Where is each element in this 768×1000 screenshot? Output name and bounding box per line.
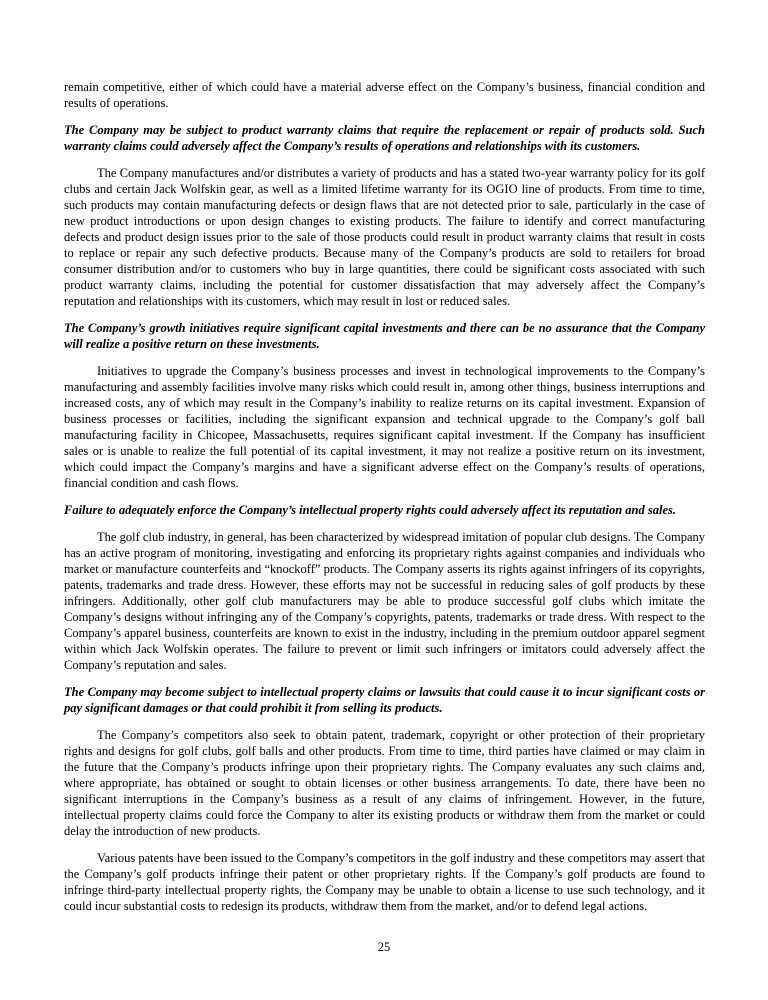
paragraph-growth-initiatives: Initiatives to upgrade the Company’s business processes and invest in technological improvements to the Company’s manufacturing and assembly facilities involve many risks which could result in, among other things, business interruptions and increased costs, any of which may result in the Company’s inability to realize returns on its capital investment. Expansion of business processes or facilities, including the significant expansion and technical upgrade to the Company’s golf ball manufacturing facility in Chicopee, Massachusetts, requires significant capital investment. If the Company has insufficient sales or is unable to realize the full potential of its capital investment, it may not realize a positive return on its investment, which could impact the Company’s margins and have a significant adverse effect on the Company’s results of operations, financial condition and cash flows. bbox=[64, 364, 705, 490]
risk-heading-growth-initiatives: The Company’s growth initiatives require significant capital investments and there can be no assurance that the Company will realize a positive return on these investments. bbox=[64, 321, 705, 351]
document-body bbox=[64, 79, 705, 925]
risk-heading-product-warranty: The Company may be subject to product warranty claims that require the replacement or repair of products sold. Such warranty claims could adversely affect the Company’s results of operations and relationships with its customers. bbox=[64, 123, 705, 153]
paragraph-product-warranty: The Company manufactures and/or distributes a variety of products and has a stated two-year warranty policy for its golf clubs and certain Jack Wolfskin gear, as well as a limited lifetime warranty for its OGIO line of products. From time to time, such products may contain manufacturing defects or design flaws that are not detected prior to sale, particularly in the case of new product introductions or upon design changes to existing products. The failure to identify and correct manufacturing defects and product design issues prior to the sale of those products could result in product warranty claims that result in costs to replace or repair any such defective products. Because many of the Company’s products are sold to retailers for broad consumer distribution and/or to customers who buy in large quantities, there could be significant costs associated with such product warranty claims, including the potential for customer dissatisfaction that may adversely affect the Company’s reputation and relationships with its customers, which may result in lost or reduced sales. bbox=[64, 166, 705, 308]
paragraph-continuation: remain competitive, either of which could have a material adverse effect on the Company’s business, financial condition and results of operations. bbox=[64, 80, 705, 110]
paragraph-competitor-patents: Various patents have been issued to the Company’s competitors in the golf industry and these competitors may assert that the Company’s golf products infringe their patent or other proprietary rights. If the Company’s golf products are found to infringe third-party intellectual property rights, the Company may be unable to obtain a license to use such technology, and it could incur substantial costs to redesign its products, withdraw them from the market, and/or to defend legal actions. bbox=[64, 851, 705, 913]
risk-heading-ip-claims: The Company may become subject to intellectual property claims or lawsuits that could cause it to incur significant costs or pay significant damages or that could prohibit it from selling its products. bbox=[64, 685, 705, 715]
page-number: 25 bbox=[377, 940, 391, 954]
paragraph-ip-claims: The Company’s competitors also seek to obtain patent, trademark, copyright or other protection of their proprietary rights and designs for golf clubs, golf balls and other products. From time to time, third parties have claimed or may claim in the future that the Company’s products infringe upon their proprietary rights. The Company evaluates any such claims and, where appropriate, has obtained or sought to obtain licenses or other business arrangements. To date, there have been no significant interruptions in the Company’s business as a result of any claims of infringement. However, in the future, intellectual property claims could force the Company to alter its existing products or withdraw them from the market or could delay the introduction of new products. bbox=[64, 728, 705, 838]
risk-heading-ip-enforcement: Failure to adequately enforce the Company’s intellectual property rights could adversely affect its reputation and sales. bbox=[64, 503, 677, 517]
paragraph-ip-enforcement: The golf club industry, in general, has been characterized by widespread imitation of popular club designs. The Company has an active program of monitoring, investigating and enforcing its proprietary rights against companies and individuals who market or manufacture counterfeits and “knockoff” products. The Company asserts its rights against infringers of its copyrights, patents, trademarks and trade dress. However, these efforts may not be successful in reducing sales of golf products by these infringers. Additionally, other golf club manufacturers may be able to produce successful golf clubs which imitate the Company’s designs without infringing any of the Company’s copyrights, patents, trademarks or trade dress. With respect to the Company’s apparel business, counterfeits are known to exist in the industry, including in the premium outdoor apparel segment within which Jack Wolfskin operates. The failure to prevent or limit such infringers or imitators could adversely affect the Company’s reputation and sales. bbox=[64, 530, 705, 672]
